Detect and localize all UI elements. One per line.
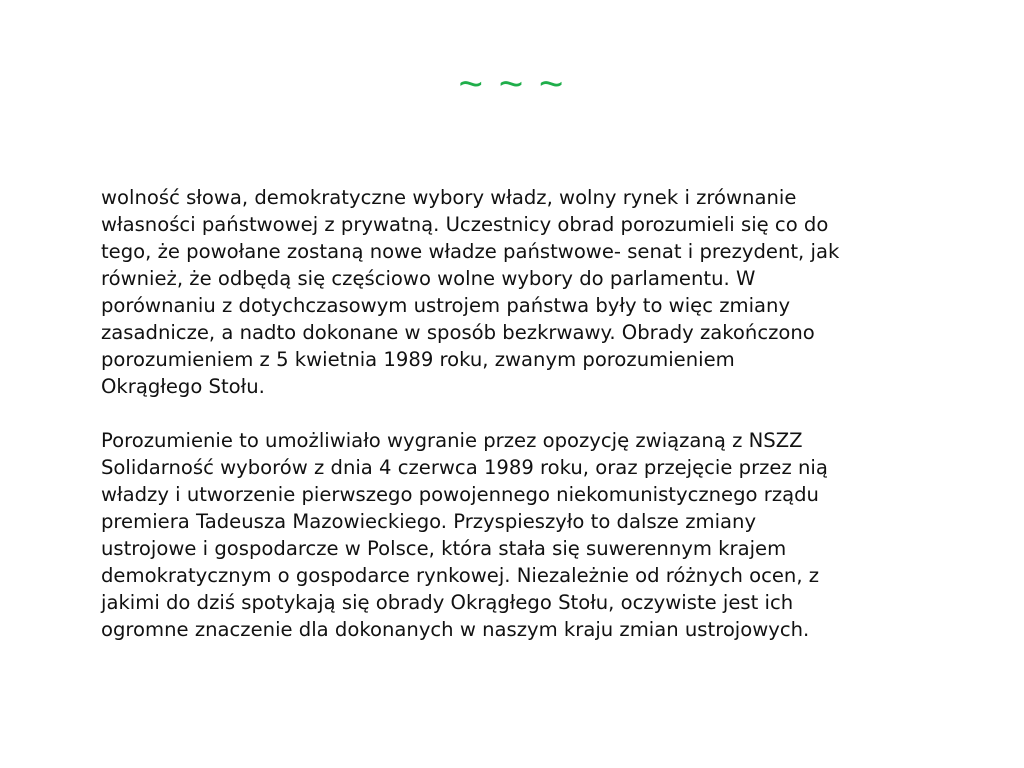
slide-body <box>101 184 971 643</box>
paragraph-2: Porozumienie to umożliwiało wygranie przez opozycję związaną z NSZZ Solidarność wyborów z dnia 4 czerwca 1989 roku, oraz przejęcie przez nią władzy i utworzenie pierwszego powojennego niekomunistycznego rządu premiera Tadeusza Mazowieckiego. Przyspieszyło to dalsze zmiany ustrojowe i gospodarcze w Polsce, która stała się suwerennym krajem demokratycznym o gospodarce rynkowej. Niezależnie od różnych ocen, z jakimi do dziś spotykają się obrady Okrągłego Stołu, oczywiste jest ich ogromne znaczenie dla dokonanych w naszym kraju zmian ustrojowych. <box>101 429 828 641</box>
paragraph-1: wolność słowa, demokratyczne wybory władz, wolny rynek i zrównanie własności państwowej z prywatną. Uczestnicy obrad porozumieli się co do tego, że powołane zostaną nowe władze państwowe- senat i prezydent, jak również, że odbędą się częściowo wolne wybory do parlamentu. W porównaniu z dotychczasowym ustrojem państwa były to więc zmiany zasadnicze, a nadto dokonane w sposób bezkrwawy. Obrady zakończono porozumieniem z 5 kwietnia 1989 roku, zwanym porozumieniem Okrągłego Stołu. <box>101 186 840 398</box>
slide-title: ~ ~ ~ <box>458 60 566 107</box>
